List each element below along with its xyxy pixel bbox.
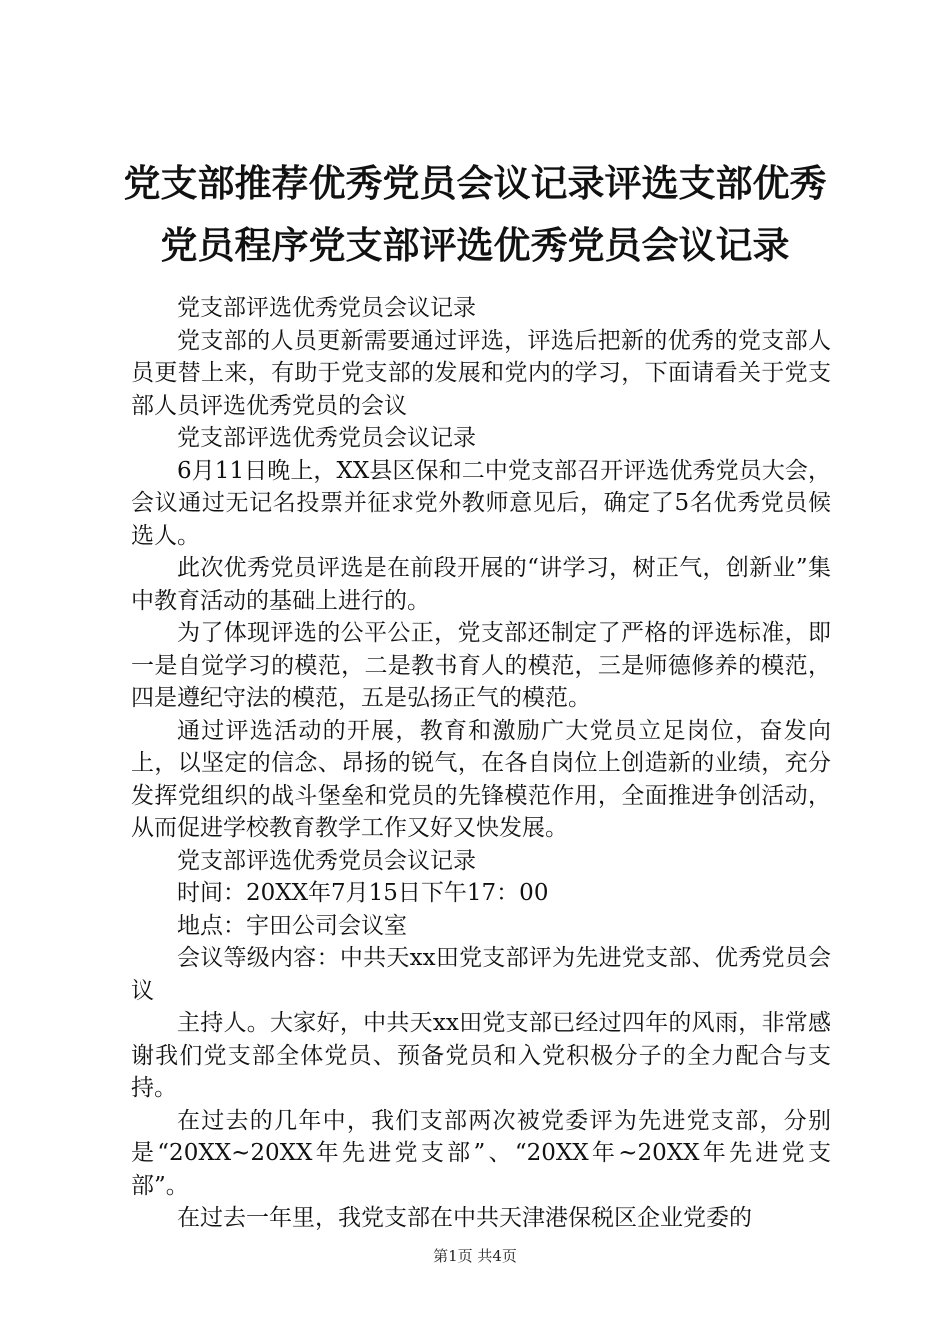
- paragraph: 此次优秀党员评选是在前段开展的“讲学习，树正气，创新业”集中教育活动的基础上进行的。: [131, 555, 831, 614]
- page-number: 第1页 共4页: [433, 1247, 517, 1265]
- paragraph: 地点：宇田公司会议室: [177, 912, 407, 939]
- paragraph: 时间：20XX年7月15日下午17：00: [177, 880, 549, 906]
- document-title: 党支部推荐优秀党员会议记录评选支部优秀党员程序党支部评选优秀党员会议记录: [123, 161, 827, 267]
- paragraph: 为了体现评选的公平公正，党支部还制定了严格的评选标准，即一是自觉学习的模范，二是教书育人的模范，三是师德修养的模范，四是遵纪守法的模范，五是弘扬正气的模范。: [131, 620, 831, 711]
- paragraph: 通过评选活动的开展，教育和激励广大党员立足岗位，奋发向上，以坚定的信念、昂扬的锐气，在各自岗位上创造新的业绩，充分发挥党组织的战斗堡垒和党员的先锋模范作用，全面推进争创活动，从而促进学校教育教学工作又好又快发展。: [131, 717, 831, 841]
- paragraph: 主持人。大家好，中共天xx田党支部已经过四年的风雨，非常感谢我们党支部全体党员、预备党员和入党积极分子的全力配合与支持。: [131, 1010, 831, 1101]
- paragraph: 党支部评选优秀党员会议记录: [177, 847, 476, 874]
- paragraph: 在过去的几年中，我们支部两次被党委评为先进党支部，分别是“20XX~20XX年先进党支部”、“20XX年~20XX年先进党支部”。: [131, 1107, 831, 1199]
- document-body: [131, 292, 831, 1235]
- paragraph: 党支部的人员更新需要通过评选，评选后把新的优秀的党支部人员更替上来，有助于党支部的发展和党内的学习，下面请看关于党支部人员评选优秀党员的会议: [131, 327, 831, 419]
- paragraph: 党支部评选优秀党员会议记录: [177, 425, 476, 451]
- paragraph: 会议等级内容：中共天xx田党支部评为先进党支部、优秀党员会议: [131, 945, 831, 1004]
- paragraph: 党支部评选优秀党员会议记录: [177, 295, 476, 321]
- paragraph: 在过去一年里，我党支部在中共天津港保税区企业党委的: [177, 1205, 752, 1231]
- paragraph: 6月11日晚上，XX县区保和二中党支部召开评选优秀党员大会，会议通过无记名投票并征求党外教师意见后，确定了5名优秀党员候选人。: [131, 457, 831, 549]
